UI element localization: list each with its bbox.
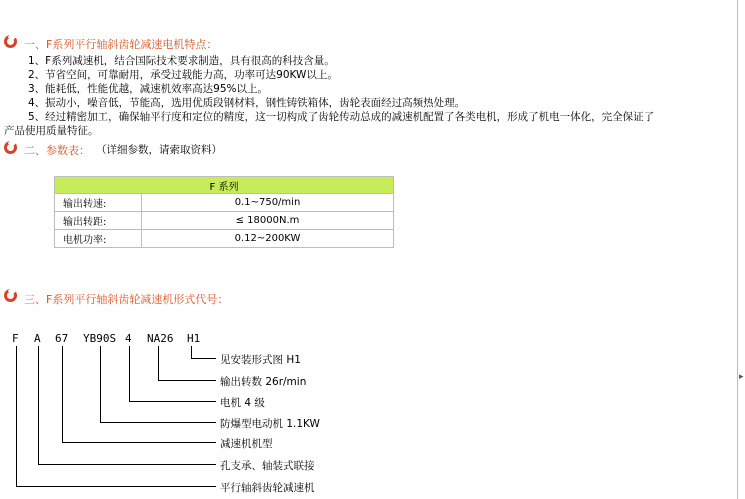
row-label: 输出转距:: [55, 212, 142, 230]
row-value: 0.1~750/min: [142, 194, 394, 212]
connector-line: [62, 442, 216, 443]
feature-line-6: 产品使用质量特征。: [4, 125, 99, 137]
section-bullet-icon: [4, 289, 17, 302]
connector-line: [38, 346, 39, 464]
scroll-arrow-icon[interactable]: ▸: [739, 372, 744, 382]
table-row: [55, 230, 394, 248]
connector-line: [191, 358, 216, 359]
table-header: F 系列: [55, 177, 394, 194]
code-desc-f: 平行轴斜齿轮减速机: [220, 482, 315, 494]
row-label: 输出转速:: [55, 194, 142, 212]
parameter-table: [54, 176, 394, 248]
feature-line-2: 2、节省空间，可靠耐用，承受过载能力高，功率可达90KW以上。: [28, 69, 338, 81]
code-desc-h1: 见安装形式图 H1: [220, 354, 301, 366]
connector-line: [129, 346, 130, 401]
feature-line-3: 3、能耗低，性能优越，减速机效率高达95%以上。: [28, 83, 269, 95]
section-bullet-icon: [4, 35, 17, 48]
connector-line: [100, 346, 101, 422]
code-part-4: 4: [125, 332, 132, 345]
code-desc-na26: 输出转数 26r/min: [220, 376, 307, 388]
table-row: [55, 194, 394, 212]
connector-line: [16, 346, 17, 486]
row-label: 电机功率:: [55, 230, 142, 248]
code-part-na26: NA26: [147, 332, 174, 345]
connector-line: [100, 422, 216, 423]
feature-line-4: 4、振动小，噪音低，节能高，选用优质段钢材料，钢性铸铁箱体，齿轮表面经过高频热处理。: [28, 97, 466, 109]
connector-line: [158, 380, 216, 381]
feature-line-5: 5、经过精密加工，确保轴平行度和定位的精度，这一切构成了齿轮传动总成的减速机配置了各类电机，形成了机电一体化，完全保证了: [28, 111, 655, 123]
feature-line-1: 1、F系列减速机，结合国际技术要求制造，具有很高的科技含量。: [28, 55, 335, 67]
section-bullet-icon: [4, 141, 17, 154]
code-part-h1: H1: [187, 332, 201, 345]
code-desc-yb90s: 防爆型电动机 1.1KW: [220, 418, 320, 430]
code-part-a: A: [34, 332, 41, 345]
connector-line: [62, 346, 63, 442]
code-desc-67: 减速机机型: [220, 438, 273, 450]
row-value: ≤ 18000N.m: [142, 212, 394, 230]
section-title-params: 二、参数表：: [24, 144, 90, 157]
section-note-params: （详细参数，请索取资料）: [96, 144, 222, 156]
connector-line: [16, 486, 216, 487]
connector-line: [38, 464, 216, 465]
code-part-67: 67: [55, 332, 69, 345]
connector-line: [191, 346, 192, 358]
table-row: [55, 212, 394, 230]
row-value: 0.12~200KW: [142, 230, 394, 248]
section-title-code: 三、F系列平行轴斜齿轮减速机形式代号：: [24, 293, 229, 306]
code-desc-a: 孔支承、轴装式联接: [220, 460, 315, 472]
code-part-f: F: [12, 332, 19, 345]
code-desc-4: 电机 4 级: [220, 397, 265, 409]
code-part-yb90s: YB90S: [83, 332, 117, 345]
scrollbar-track[interactable]: [737, 0, 738, 499]
connector-line: [129, 401, 216, 402]
section-title-features: 一、F系列平行轴斜齿轮减速电机特点：: [24, 38, 218, 51]
connector-line: [158, 346, 159, 380]
